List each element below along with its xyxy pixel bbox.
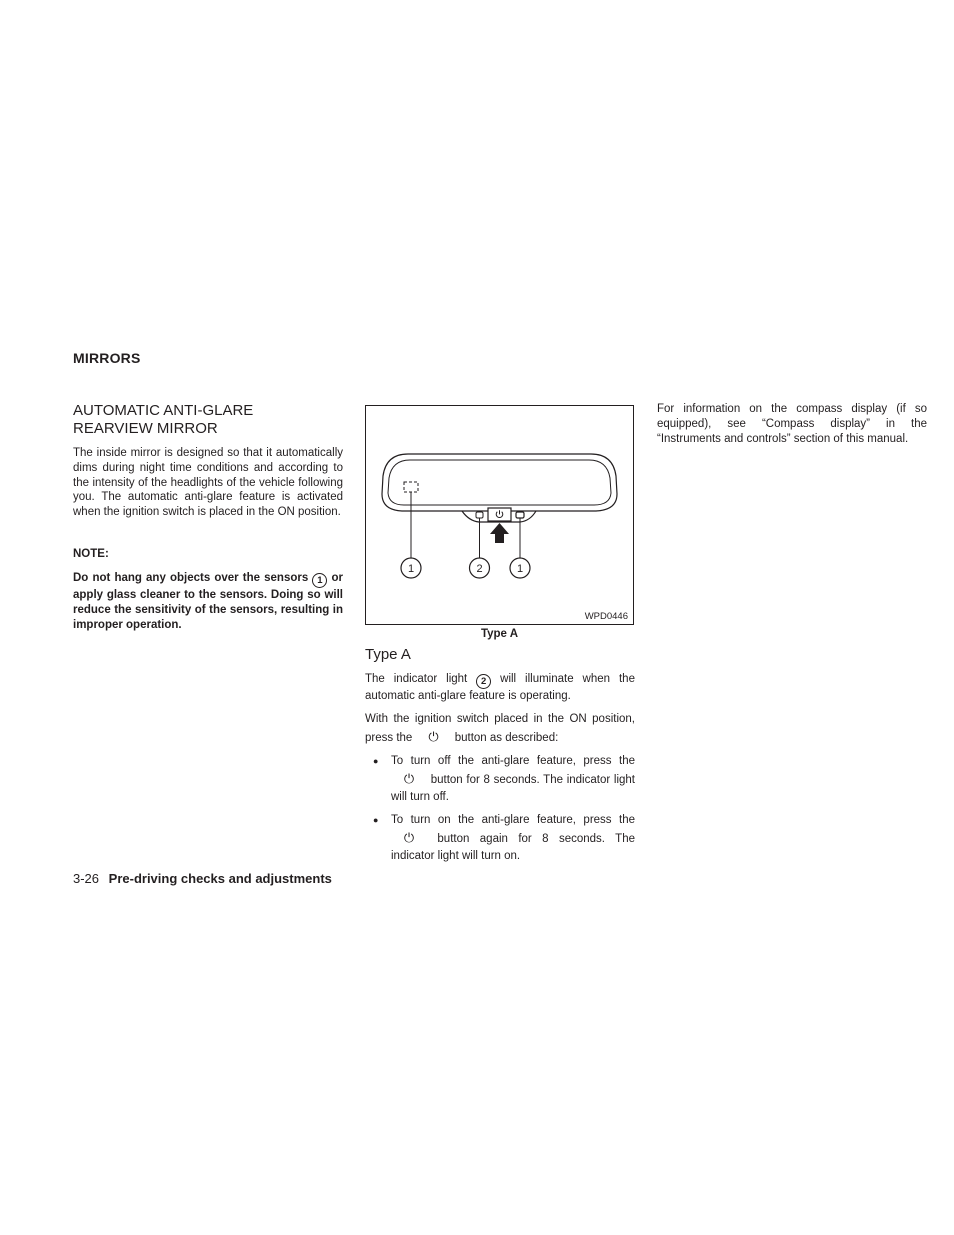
power-button-icon: ⏻: [403, 830, 415, 845]
ignition-paragraph: [365, 711, 635, 747]
indicator-light: [476, 512, 483, 518]
rear-sensor: [516, 512, 524, 518]
rearview-mirror-illustration: [366, 406, 635, 626]
bullet-text-after: button again for 8 seconds. The indicator light will turn on.: [391, 833, 635, 862]
power-button-icon: ⏻: [403, 771, 415, 786]
heading-line-1: AUTOMATIC ANTI-GLARE: [73, 402, 254, 419]
type-a-heading: Type A: [365, 646, 411, 663]
compass-info-paragraph: For information on the compass display (if so equipped), see “Compass display” in the “Instruments and controls” section of this manual.: [657, 403, 927, 445]
callout-label-1: 1: [407, 563, 415, 575]
power-button: [488, 508, 511, 521]
bullet-text-before: To turn on the anti-glare feature, press the: [391, 814, 635, 826]
page-number: 3-26: [73, 871, 100, 886]
up-arrow-icon: [490, 523, 509, 543]
figure-code: WPD0446: [584, 611, 628, 622]
instruction-list: [365, 753, 635, 871]
note-label: NOTE:: [73, 548, 109, 560]
indicator-text-after: will illuminate when the automatic anti-glare feature is operating.: [365, 673, 635, 702]
list-item: [365, 753, 635, 806]
bullet-text-before: To turn off the anti-glare feature, press the: [391, 755, 635, 767]
heading-line-2: REARVIEW MIRROR: [73, 420, 218, 437]
callout-number-badge: 2: [476, 674, 491, 689]
intro-paragraph: The inside mirror is designed so that it automatically dims during night time conditions and according to the intensity of the headlights of the vehicle following you. The automatic anti-glare feature is activated when the ignition switch is placed in the ON position.: [73, 447, 343, 519]
power-button-icon: ⏻: [428, 729, 439, 744]
section-title: MIRRORS: [73, 350, 141, 366]
chapter-title: Pre-driving checks and adjustments: [108, 871, 332, 886]
mirror-figure: [365, 405, 634, 625]
ignition-text-after: button as described:: [454, 732, 559, 744]
callout-label-3: 1: [516, 563, 524, 575]
mirror-glass-outline: [388, 460, 611, 505]
note-body: [73, 571, 343, 632]
ignition-text-before: With the ignition switch placed in the ON position, press the: [365, 713, 635, 744]
callout-label-2: 2: [476, 563, 483, 575]
page-heading: [73, 402, 348, 438]
front-sensor-dashed: [404, 482, 418, 492]
note-text-after: or apply glass cleaner to the sensors. Doing so will reduce the sensitivity of the sensors, resulting in improper operation.: [73, 572, 343, 631]
note-text-before: Do not hang any objects over the sensors: [73, 572, 309, 584]
bullet-text-after: button for 8 seconds. The indicator light will turn off.: [391, 774, 635, 803]
indicator-text-before: The indicator light: [365, 673, 468, 685]
page-footer: [73, 871, 332, 886]
figure-caption: Type A: [480, 628, 519, 640]
list-item: [365, 812, 635, 865]
mirror-housing-outline: [382, 454, 617, 511]
callout-number-badge: 1: [312, 573, 327, 588]
indicator-paragraph: [365, 672, 635, 704]
